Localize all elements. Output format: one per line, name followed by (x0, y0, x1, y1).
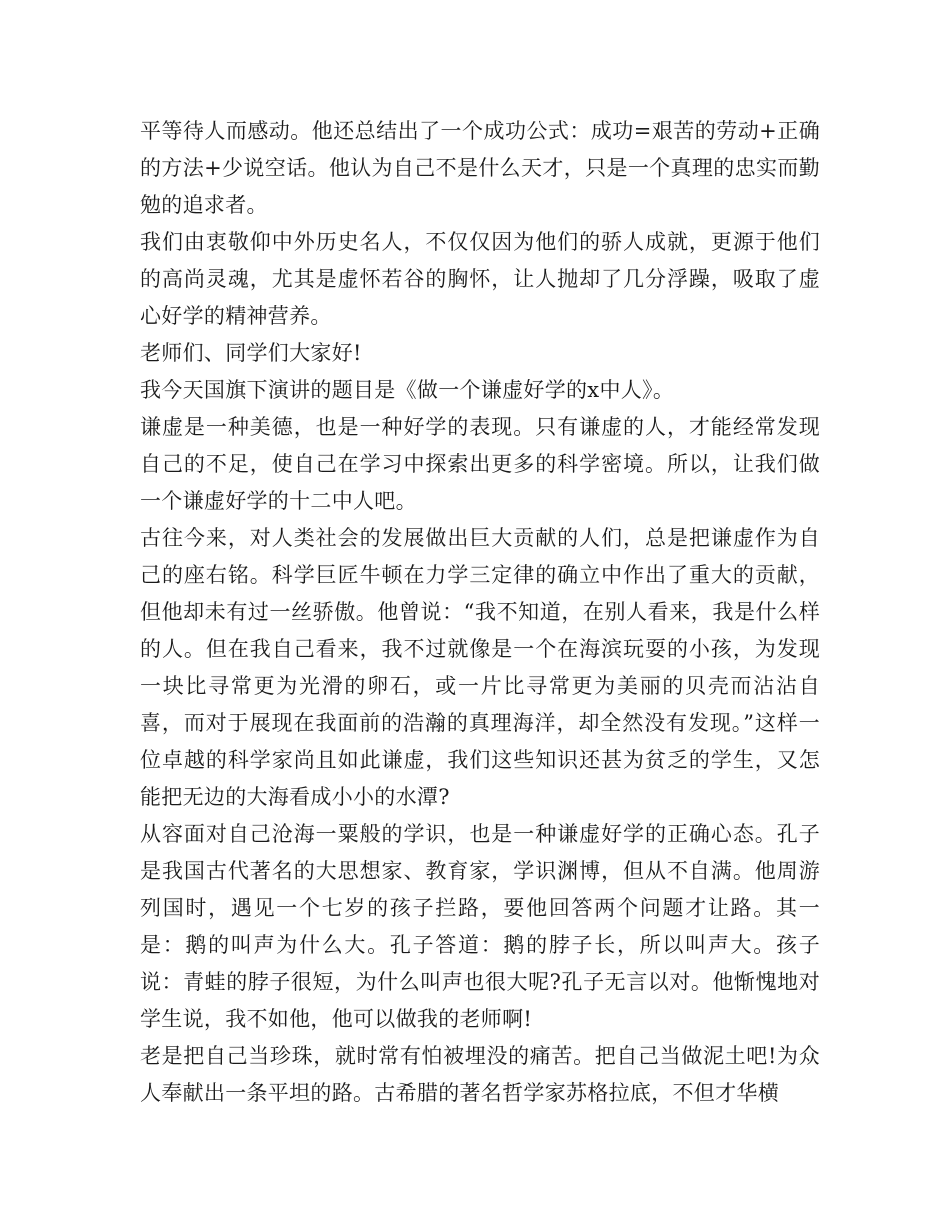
paragraph-5: 谦虚是一种美德，也是一种好学的表现。只有谦虚的人，才能经常发现自己的不足，使自己在学习中探索出更多的科学密境。所以，让我们做一个谦虚好学的十二中人吧。 (140, 415, 820, 513)
paragraph-7-confucius: 从容面对自己沧海一粟般的学识，也是一种谦虚好学的正确心态。孔子是我国古代著名的大思想家、教育家，学识渊博，但从不自满。他周游列国时，遇见一个七岁的孩子拦路，要他回答两个问题才让路。其一是：鹅的叫声为什么大。孔子答道：鹅的脖子长，所以叫声大。孩子说：青蛙的脖子很短，为什么叫声也很大呢?孔子无言以对。他惭愧地对学生说，我不如他，他可以做我的老师啊! (140, 822, 820, 1031)
paragraph-2: 我们由衷敬仰中外历史名人，不仅仅因为他们的骄人成就，更源于他们的高尚灵魂，尤其是虚怀若谷的胸怀，让人抛却了几分浮躁，吸取了虚心好学的精神营养。 (140, 230, 820, 328)
paragraph-1: 平等待人而感动。他还总结出了一个成功公式：成功=艰苦的劳动+正确的方法+少说空话。他认为自己不是什么天才，只是一个真理的忠实而勤勉的追求者。 (140, 119, 820, 217)
paragraph-8: 老是把自己当珍珠，就时常有怕被埋没的痛苦。把自己当做泥土吧!为众人奉献出一条平坦的路。古希腊的著名哲学家苏格拉底，不但才华横 (140, 1044, 820, 1105)
paragraph-6-newton: 古往今来，对人类社会的发展做出巨大贡献的人们，总是把谦虚作为自己的座右铭。科学巨匠牛顿在力学三定律的确立中作出了重大的贡献，但他却未有过一丝骄傲。他曾说：“我不知道，在别人看来，我是什么样的人。但在我自己看来，我不过就像是一个在海滨玩耍的小孩，为发现一块比寻常更为光滑的卵石，或一片比寻常更为美丽的贝壳而沾沾自喜，而对于展现在我面前的浩瀚的真理海洋，却全然没有发现。”这样一位卓越的科学家尚且如此谦虚，我们这些知识还甚为贫乏的学生，又怎能把无边的大海看成小小的水潭? (140, 526, 820, 809)
paragraph-4-speech-title: 我今天国旗下演讲的题目是《做一个谦虚好学的x中人》。 (140, 378, 675, 402)
document-body (140, 113, 820, 1112)
paragraph-3-greeting: 老师们、同学们大家好! (140, 341, 362, 365)
